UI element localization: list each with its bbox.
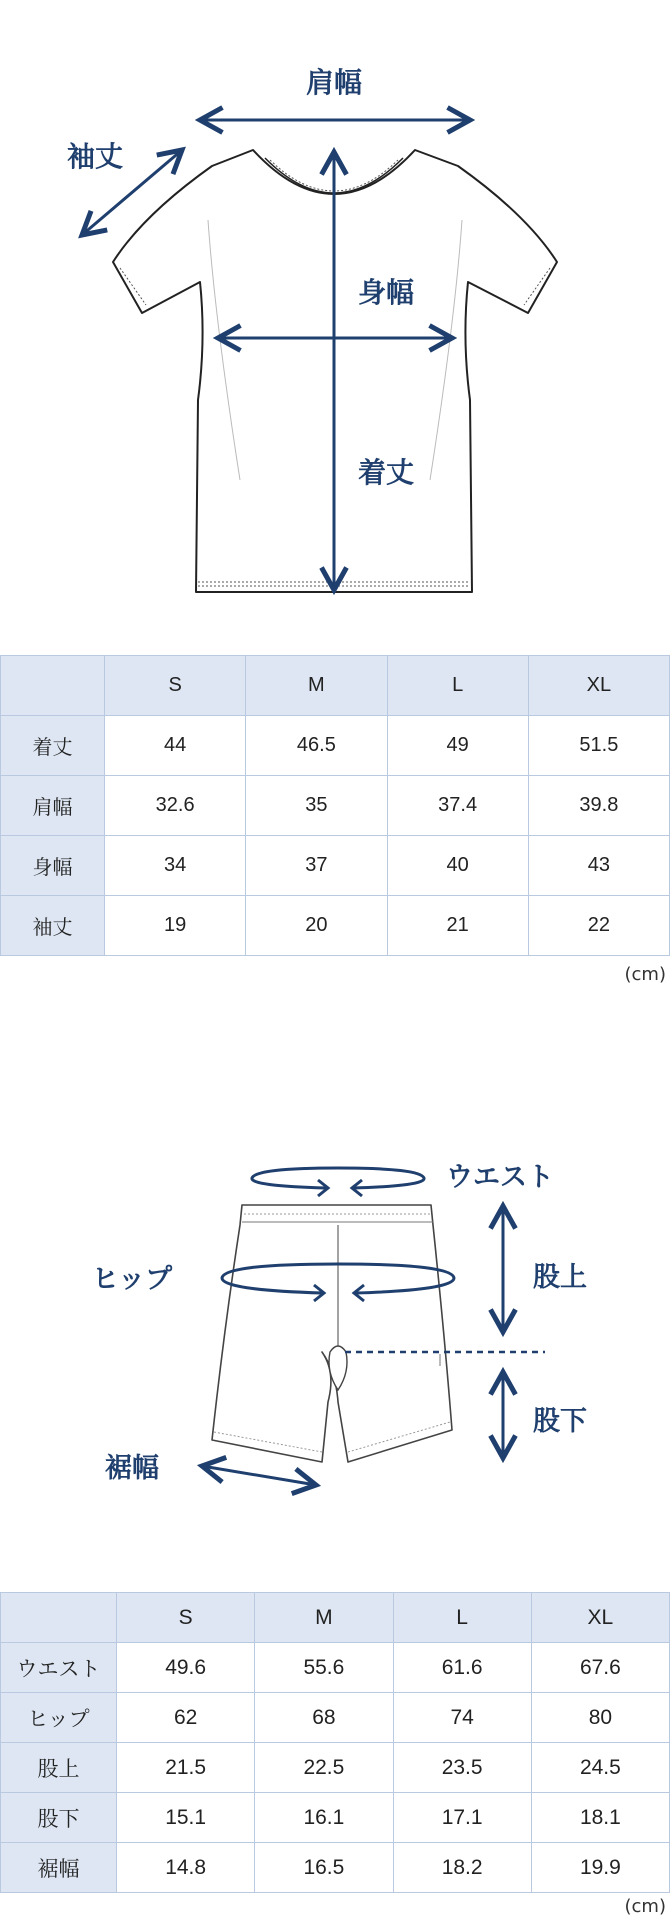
table-cell: 14.8 [117,1843,255,1893]
table-cell: 44 [105,716,246,776]
inseam-label: 股下 [533,1406,587,1437]
header-cell: S [117,1593,255,1643]
table-cell: 51.5 [528,716,669,776]
table-row [1,716,670,776]
table-cell: 18.1 [531,1793,669,1843]
hem-arrow [202,1466,316,1485]
table-cell: 20 [246,896,387,956]
header-cell: XL [528,656,669,716]
table-cell: 37 [246,836,387,896]
tshirt-size-table [0,655,670,956]
table-cell: 43 [528,836,669,896]
shorts-diagram [0,1140,670,1580]
table-cell: 32.6 [105,776,246,836]
sleeve-label: 袖丈 [66,140,124,173]
table-cell: 17.1 [393,1793,531,1843]
table-cell: 61.6 [393,1643,531,1693]
rise-label: 股上 [533,1262,587,1293]
table-row [1,1843,670,1893]
table-cell: 39.8 [528,776,669,836]
waist-arrow-right [338,1168,424,1188]
tshirt-unit-label: (cm) [624,964,666,985]
table-cell: 35 [246,776,387,836]
row-label: 股上 [1,1743,117,1793]
table-header-row [1,656,670,716]
shorts-illustration [0,1140,670,1580]
hem-label: 裾幅 [105,1453,159,1484]
chest-label: 身幅 [357,276,415,309]
tshirt-diagram [0,0,670,620]
header-cell: M [246,656,387,716]
table-row [1,1793,670,1843]
header-cell: M [255,1593,393,1643]
row-label: 股下 [1,1793,117,1843]
length-label: 着丈 [357,456,415,489]
table-cell: 24.5 [531,1743,669,1793]
header-cell: L [393,1593,531,1643]
shorts-unit-label: (cm) [624,1896,666,1917]
table-cell: 40 [387,836,528,896]
table-row [1,836,670,896]
row-label: ヒップ [1,1693,117,1743]
header-cell: S [105,656,246,716]
header-cell: L [387,656,528,716]
row-label: 裾幅 [1,1843,117,1893]
table-cell: 34 [105,836,246,896]
tshirt-illustration [0,0,670,620]
table-row [1,1743,670,1793]
row-label: 着丈 [1,716,105,776]
table-cell: 16.1 [255,1793,393,1843]
table-row [1,896,670,956]
table-cell: 15.1 [117,1793,255,1843]
table-cell: 80 [531,1693,669,1743]
hip-label: ヒップ [91,1264,173,1295]
row-label: 身幅 [1,836,105,896]
shoulder-label: 肩幅 [305,66,363,99]
table-cell: 23.5 [393,1743,531,1793]
shorts-size-table [0,1592,670,1893]
table-row [1,776,670,836]
table-cell: 55.6 [255,1643,393,1693]
header-cell: XL [531,1593,669,1643]
table-cell: 16.5 [255,1843,393,1893]
table-cell: 67.6 [531,1643,669,1693]
table-cell: 74 [393,1693,531,1743]
table-cell: 18.2 [393,1843,531,1893]
header-cell [1,1593,117,1643]
table-cell: 22 [528,896,669,956]
table-cell: 68 [255,1693,393,1743]
table-cell: 49 [387,716,528,776]
table-cell: 19 [105,896,246,956]
table-cell: 21.5 [117,1743,255,1793]
table-cell: 19.9 [531,1843,669,1893]
table-row [1,1643,670,1693]
table-cell: 22.5 [255,1743,393,1793]
waist-label: ウエスト [446,1162,554,1193]
table-cell: 37.4 [387,776,528,836]
table-cell: 49.6 [117,1643,255,1693]
table-cell: 21 [387,896,528,956]
header-cell [1,656,105,716]
table-cell: 62 [117,1693,255,1743]
row-label: ウエスト [1,1643,117,1693]
table-header-row [1,1593,670,1643]
table-row [1,1693,670,1743]
shorts-outline [212,1205,452,1462]
table-cell: 46.5 [246,716,387,776]
row-label: 肩幅 [1,776,105,836]
row-label: 袖丈 [1,896,105,956]
